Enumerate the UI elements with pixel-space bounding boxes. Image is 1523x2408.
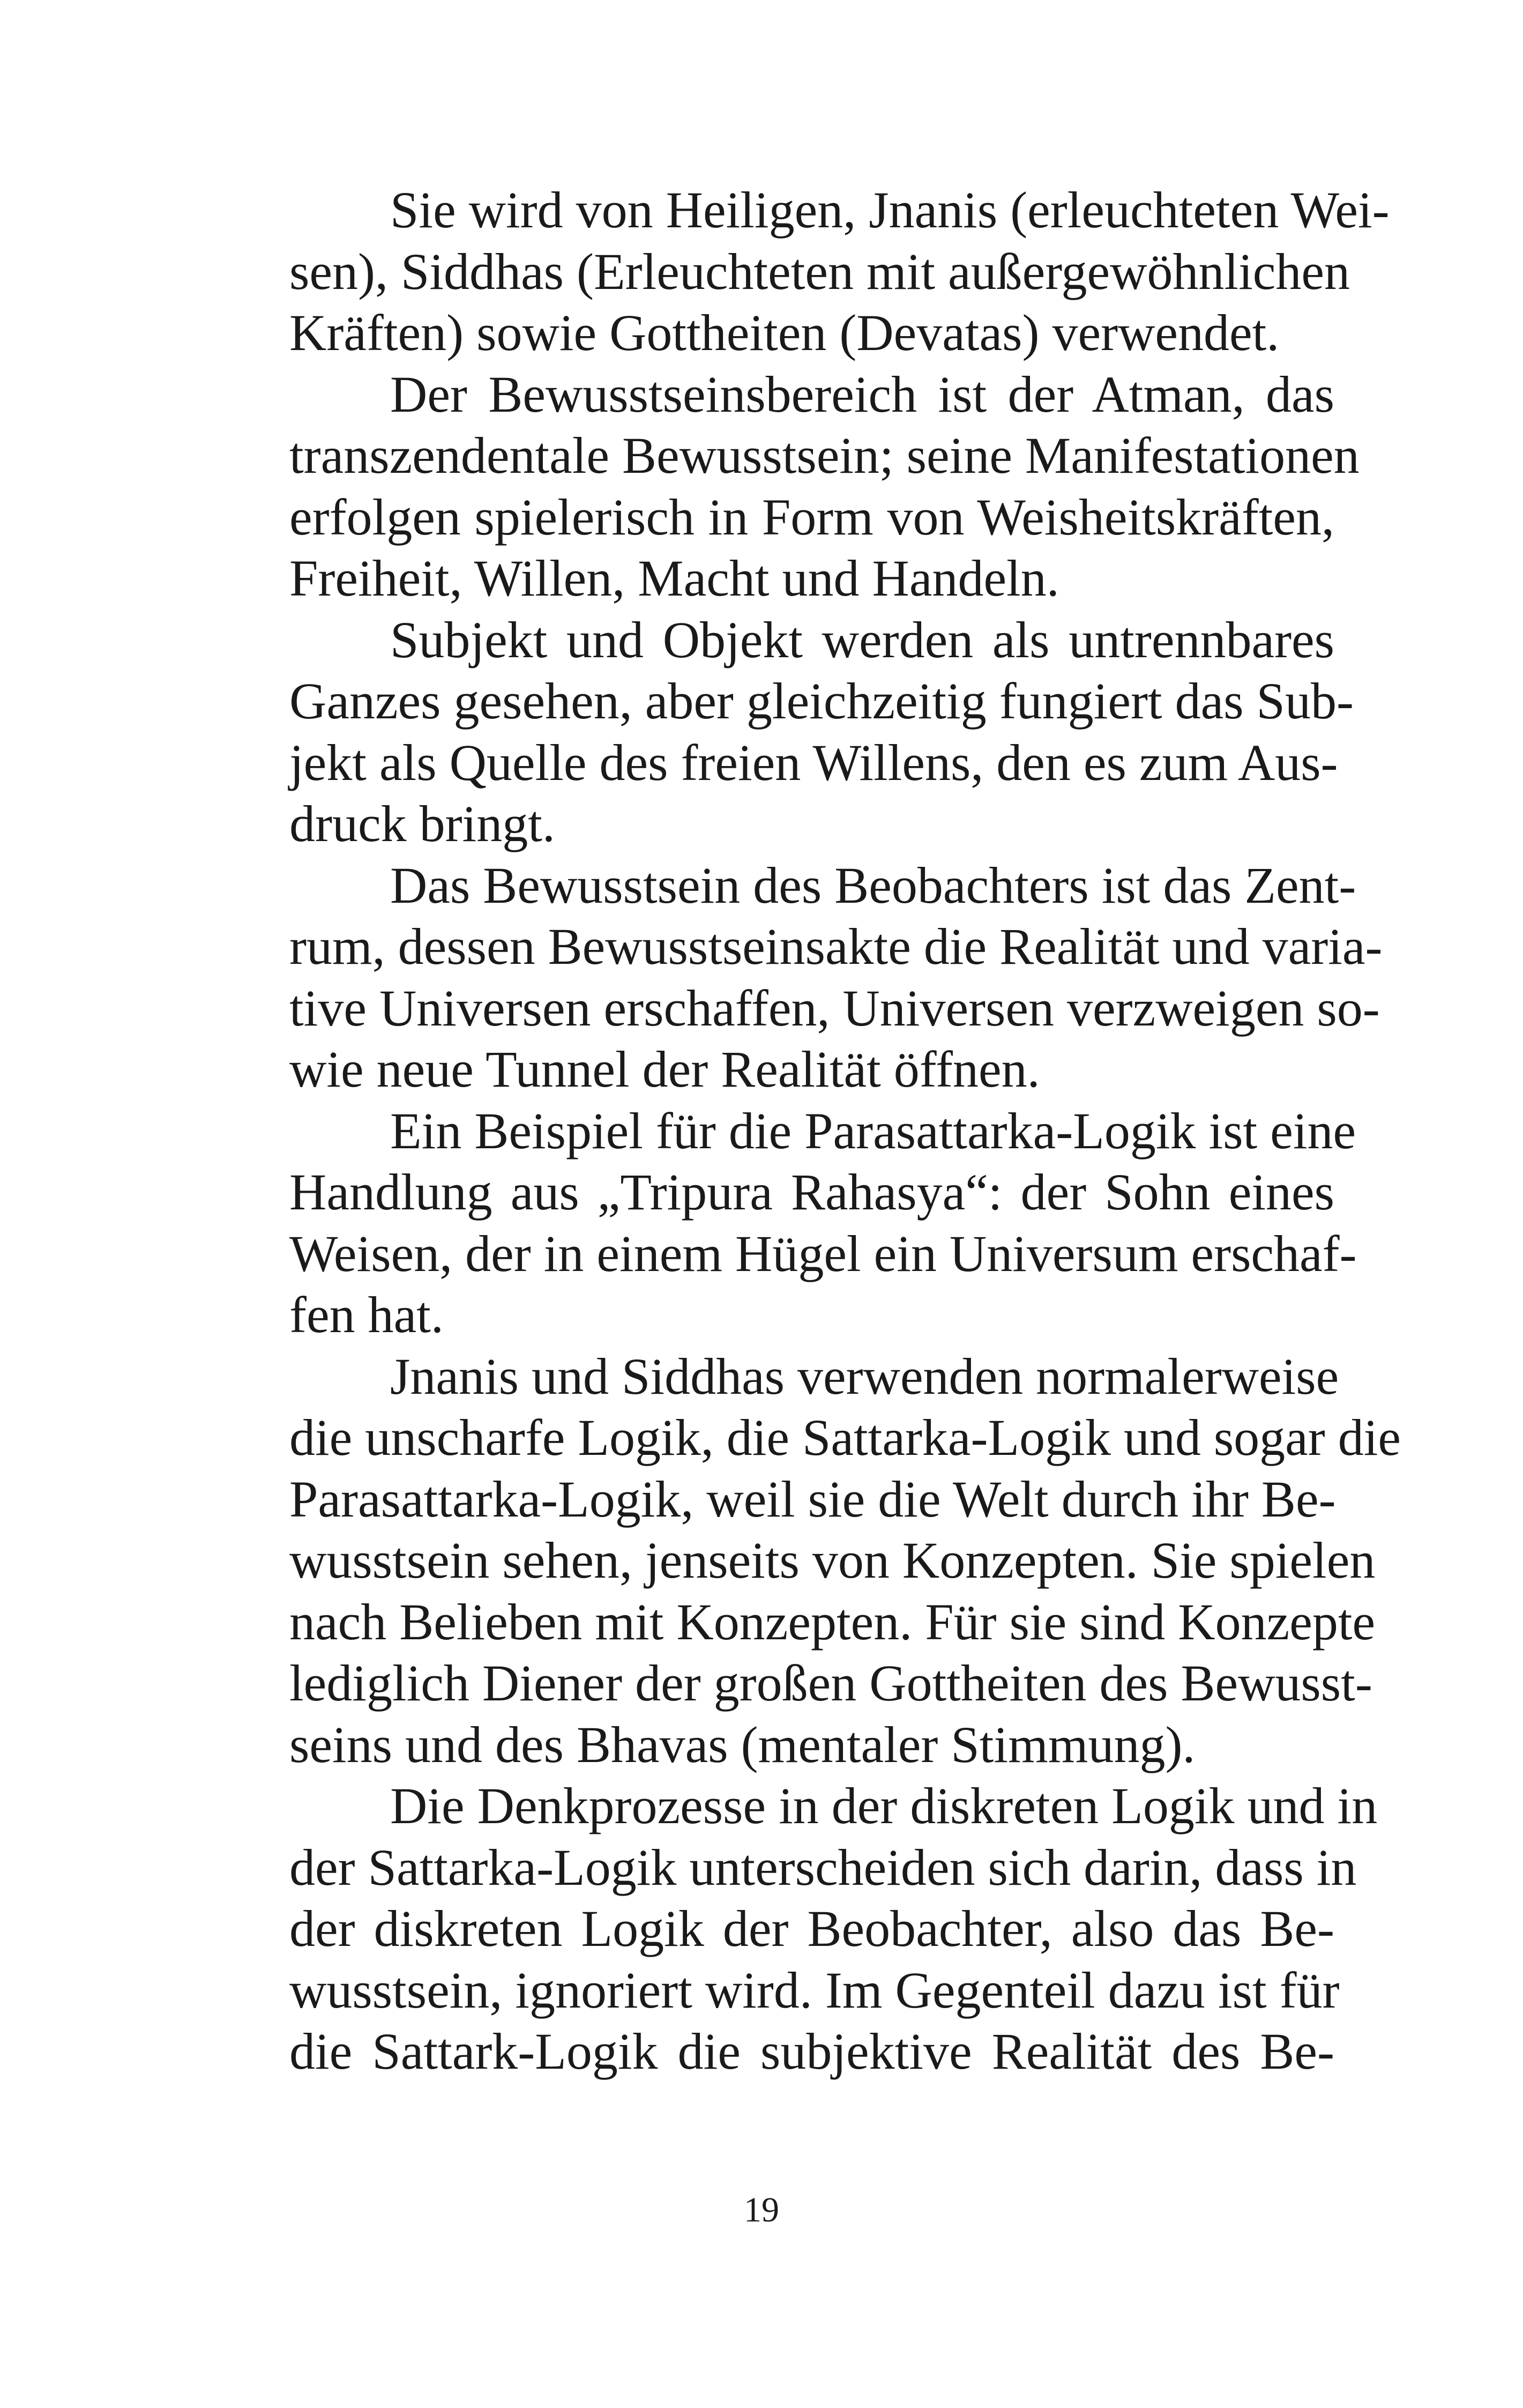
text-line: die Sattark-Logik die subjektive Realität des Be- [289, 2023, 1334, 2080]
text-line: Parasattarka-Logik, weil sie die Welt durch ihr Be- [289, 1470, 1336, 1528]
paragraph [189, 610, 1354, 855]
text-line: Der Bewusstseinsbereich ist der Atman, das [390, 365, 1334, 423]
text-line: nach Belieben mit Konzepten. Für sie sind Konzepte [289, 1593, 1376, 1651]
text-line: der Sattarka-Logik unterscheiden sich darin, dass in [289, 1838, 1357, 1896]
text-line: der diskreten Logik der Beobachter, also das Be- [289, 1900, 1334, 1957]
text-line: wie neue Tunnel der Realität öffnen. [289, 1041, 1040, 1098]
text-line: wusstsein, ignoriert wird. Im Gegenteil dazu ist für [289, 1961, 1340, 2019]
paragraph [189, 1775, 1378, 2083]
text-line: transzendentale Bewusstsein; seine Manifestationen [289, 427, 1360, 484]
text-line: Die Denkprozesse in der diskreten Logik und in [390, 1777, 1378, 1834]
text-line: rum, dessen Bewusstseinsakte die Realität und varia- [289, 918, 1383, 975]
text-line: Kräften) sowie Gottheiten (Devatas) verwendet. [289, 304, 1280, 361]
text-line: die unscharfe Logik, die Sattarka-Logik und sogar die [289, 1409, 1401, 1466]
text-line: tive Universen erschaffen, Universen verzweigen so- [289, 979, 1380, 1037]
text-line: Ganzes gesehen, aber gleichzeitig fungiert das Sub- [289, 672, 1354, 730]
body-text [189, 180, 1401, 2083]
text-line: Freiheit, Willen, Macht und Handeln. [289, 549, 1059, 607]
text-line: wusstsein sehen, jenseits von Konzepten. Sie spielen [289, 1532, 1376, 1589]
paragraph [189, 1346, 1401, 1776]
text-line: Jnanis und Siddhas verwenden normalerweise [390, 1347, 1339, 1405]
text-line: druck bringt. [289, 795, 555, 852]
text-line: sen), Siddhas (Erleuchteten mit außergewöhnlichen [289, 242, 1350, 300]
text-line: fen hat. [289, 1286, 444, 1343]
text-line: Ein Beispiel für die Parasattarka-Logik ist eine [390, 1102, 1356, 1160]
paragraph [189, 364, 1360, 610]
paragraph [189, 180, 1390, 364]
text-line: Weisen, der in einem Hügel ein Universum erschaf- [289, 1224, 1357, 1282]
text-line: seins und des Bhavas (mentaler Stimmung). [289, 1715, 1196, 1773]
page-number: 19 [744, 2190, 779, 2229]
text-line: Das Bewusstsein des Beobachters ist das Zent- [390, 856, 1356, 914]
text-line: Sie wird von Heiligen, Jnanis (erleuchteten Wei- [390, 181, 1390, 239]
paragraph [189, 1101, 1357, 1346]
text-line: lediglich Diener der großen Gottheiten des Bewusst- [289, 1654, 1372, 1712]
text-line: Subjekt und Objekt werden als untrennbares [390, 611, 1334, 668]
text-line: jekt als Quelle des freien Willens, den es zum Aus- [289, 733, 1338, 791]
text-line: Handlung aus „Tripura Rahasya“: der Sohn eines [289, 1163, 1334, 1221]
text-line: erfolgen spielerisch in Form von Weisheitskräften, [289, 488, 1334, 546]
paragraph [189, 855, 1383, 1101]
